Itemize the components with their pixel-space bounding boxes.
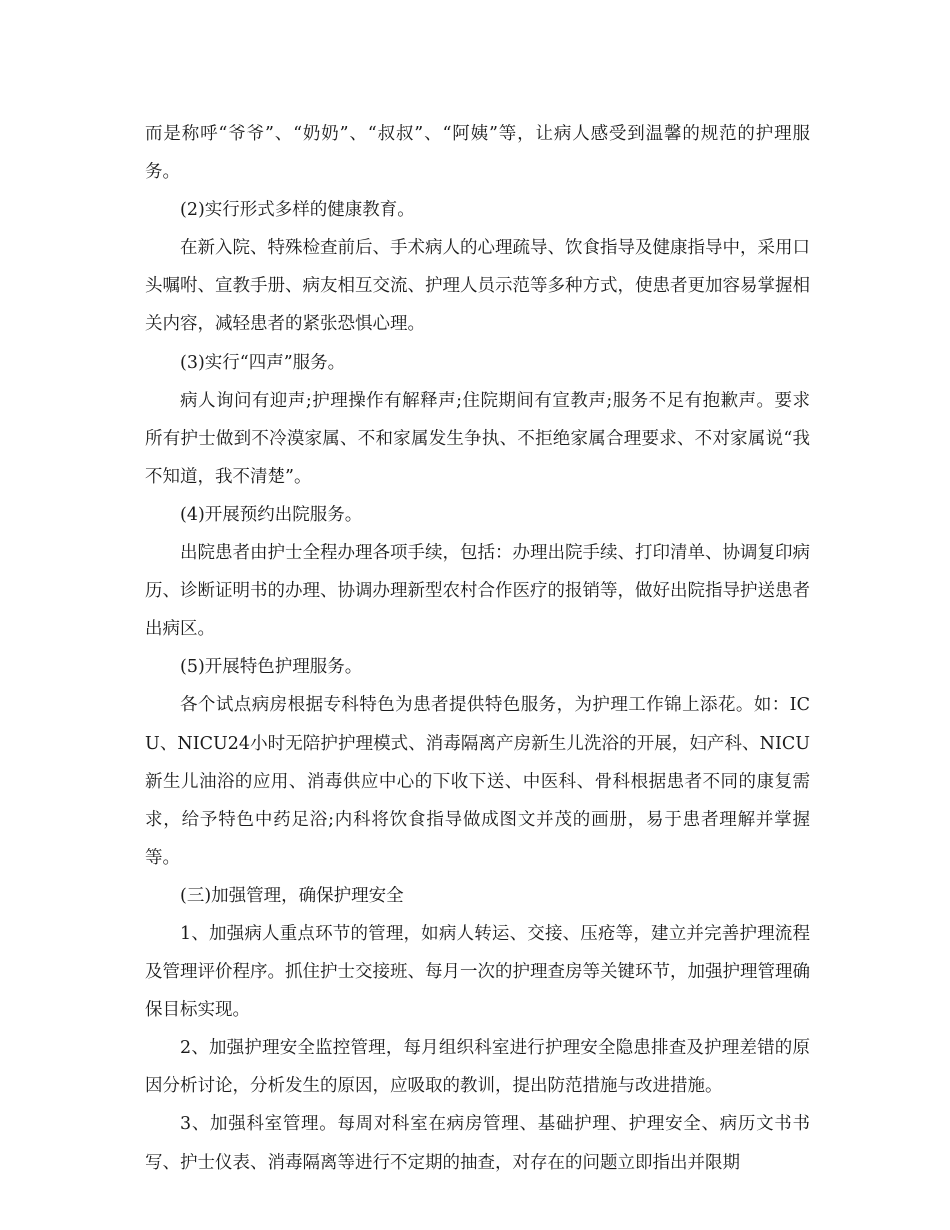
paragraph-continuation: 而是称呼“爷爷”、“奶奶”、“叔叔”、“阿姨”等，让病人感受到温馨的规范的护理服务。 — [145, 124, 810, 183]
paragraph-numbered-1: 1、加强病人重点环节的管理，如病人转运、交接、压疮等，建立并完善护理流程及管理评价程序。抓住护士交接班、每月一次的护理查房等关键环节，加强护理管理确保目标实现。 — [145, 923, 810, 1021]
paragraph-item-heading-4: (4)开展预约出院服务。 — [180, 504, 363, 525]
paragraph-numbered-3: 3、加强科室管理。每周对科室在病房管理、基础护理、护理安全、病历文书书写、护士仪表、消毒隔离等进行不定期的抽查，对存在的问题立即指出并限期 — [145, 1114, 810, 1173]
paragraph-item-heading-5: (5)开展特色护理服务。 — [180, 657, 363, 678]
paragraph-item-heading-3: (3)实行“四声”服务。 — [180, 352, 346, 373]
paragraph: 各个试点病房根据专科特色为患者提供特色服务，为护理工作锦上添花。如：ICU、NICU24小时无陪护护理模式、消毒隔离产房新生儿洗浴的开展，妇产科、NICU新生儿油浴的应用、消毒供应中心的下收下送、中医科、骨科根据患者不同的康复需求，给予特色中药足浴;内科将饮食指导做成图文并茂的画册，易于患者理解并掌握等。 — [145, 695, 810, 868]
paragraph-numbered-2: 2、加强护理安全监控管理，每月组织科室进行护理安全隐患排查及护理差错的原因分析讨论，分析发生的原因，应吸取的教训，提出防范措施与改进措施。 — [145, 1038, 810, 1097]
document-body — [145, 115, 810, 1182]
section-heading: (三)加强管理，确保护理安全 — [180, 885, 404, 906]
paragraph-item-heading-2: (2)实行形式多样的健康教育。 — [180, 200, 415, 221]
paragraph: 出院患者由护士全程办理各项手续，包括：办理出院手续、打印清单、协调复印病历、诊断证明书的办理、协调办理新型农村合作医疗的报销等，做好出院指导护送患者出病区。 — [145, 543, 810, 640]
paragraph: 在新入院、特殊检查前后、手术病人的心理疏导、饮食指导及健康指导中，采用口头嘱咐、宣教手册、病友相互交流、护理人员示范等多种方式，使患者更加容易掌握相关内容，减轻患者的紧张恐惧心理。 — [145, 238, 810, 335]
paragraph: 病人询问有迎声;护理操作有解释声;住院期间有宣教声;服务不足有抱歉声。要求所有护士做到不冷漠家属、不和家属发生争执、不拒绝家属合理要求、不对家属说“我不知道，我不清楚”。 — [145, 390, 810, 487]
